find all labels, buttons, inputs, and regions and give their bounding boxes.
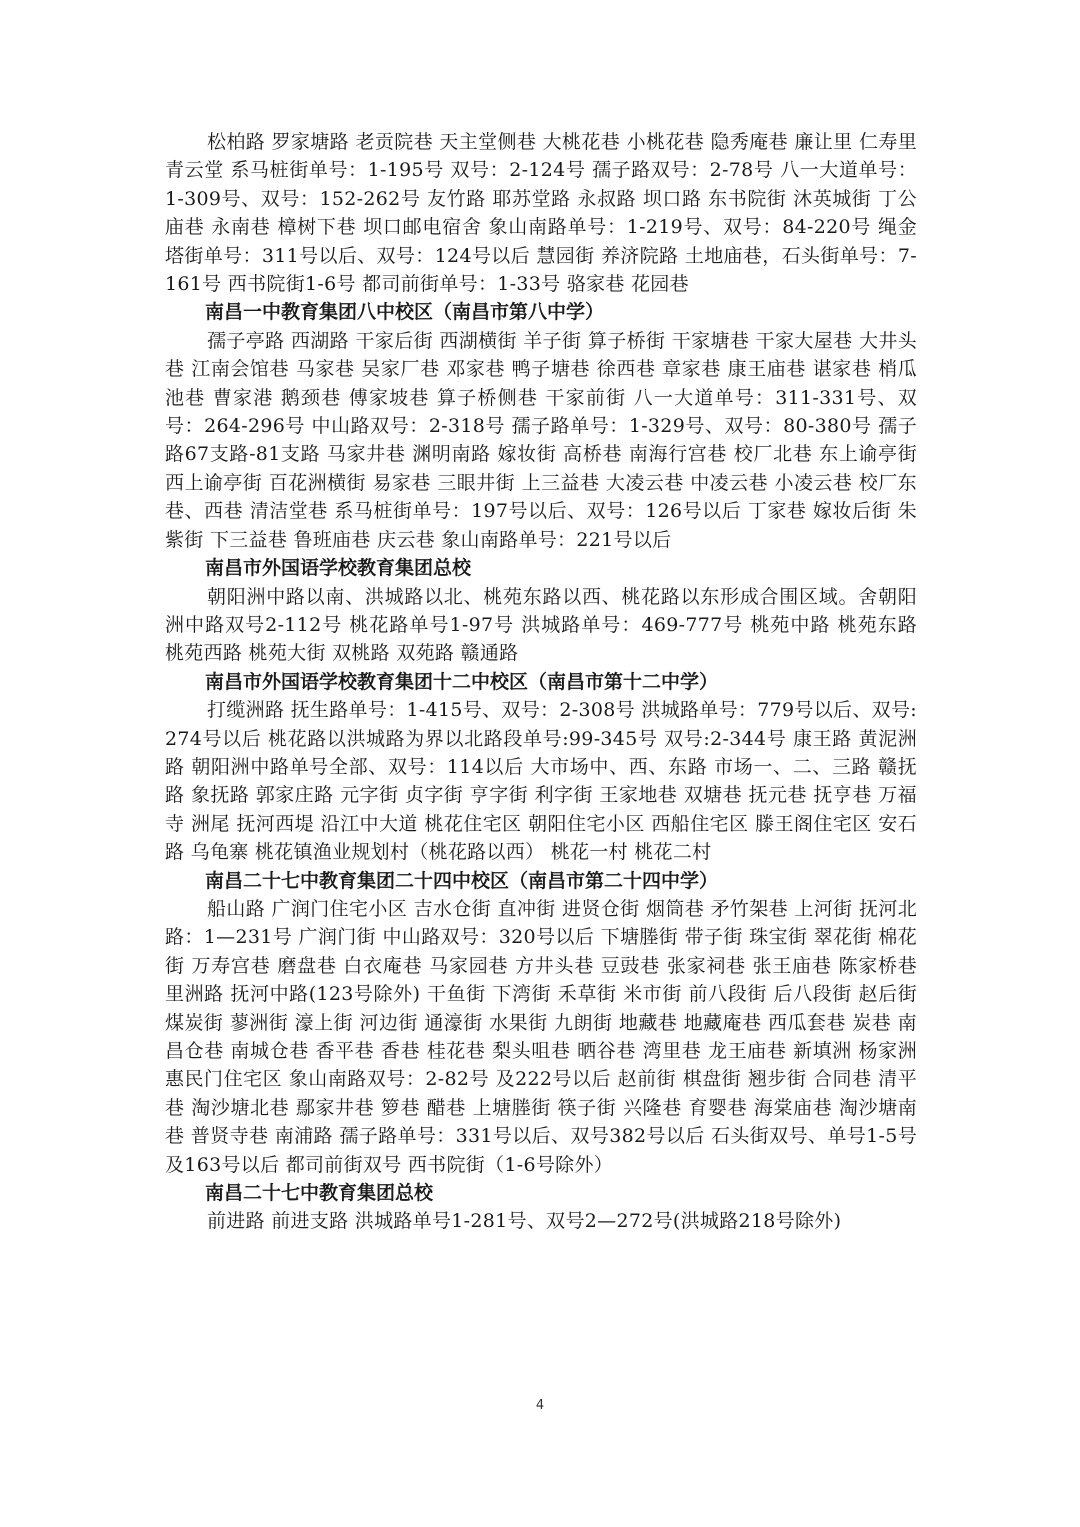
document-body (165, 128, 917, 1236)
paragraph: 朝阳洲中路以南、洪城路以北、桃苑东路以西、桃花路以东形成合围区域。舍朝阳洲中路双号2-112号 桃花路单号1-97号 洪城路单号：469-777号 桃苑中路 桃苑东路 桃苑西路 桃苑大街 双桃路 双苑路 赣通路 (165, 585, 917, 665)
paragraph: 船山路 广润门住宅小区 吉水仓街 直冲街 进贤仓街 烟筒巷 矛竹架巷 上河街 抚河北路：1—231号 广润门街 中山路双号：320号以后 下塘塍街 带子街 珠宝街 翠花街 棉花街 万寿宫巷 磨盘巷 白衣庵巷 马家园巷 方井头巷 豆豉巷 张家祠巷 张王庙巷 陈家桥巷 里洲路 抚河中路(123号除外) 干鱼街 下湾街 禾草街 米市街 前八段街 后八段街 赵后街 煤炭街 蓼洲街 濠上街 河边街 通濠街 水果街 九朗街 地藏巷 地藏庵巷 西瓜套巷 炭巷 南昌仓巷 南城仓巷 香平巷 香巷 桂花巷 梨头咀巷 晒谷巷 湾里巷 龙王庙巷 新填洲 杨家洲 惠民门住宅区 象山南路双号：2-82号 及222号以后 赵前街 棋盘街 翘步街 合同巷 清平巷 淘沙塘北巷 鄢家井巷 箩巷 醋巷 上塘塍街 筷子街 兴隆巷 育婴巷 海棠庙巷 淘沙塘南巷 普贤寺巷 南浦路 孺子路单号：331号以后、双号382号以后 石头街双号、单号1-5号及163号以后 都司前街双号 西书院街（1-6号除外） (165, 897, 917, 1176)
section-heading: 南昌市外国语学校教育集团总校 (205, 557, 472, 580)
section-heading: 南昌市外国语学校教育集团十二中校区（南昌市第十二中学） (205, 670, 719, 693)
section-heading: 南昌二十七中教育集团二十四中校区（南昌市第二十四中学） (205, 869, 719, 892)
paragraph: 打缆洲路 抚生路单号：1-415号、双号：2-308号 洪城路单号：779号以后、双号:274号以后 桃花路以洪城路为界以北路段单号:99-345号 双号:2-344号 康王路 黄泥洲路 朝阳洲中路单号全部、双号：114以后 大市场中、西、东路 市场一、二、三路 赣抚路 象抚路 郭家庄路 元字街 贞字街 亨字街 利字街 王家地巷 双塘巷 抚元巷 抚亨巷 万福寺 洲尾 抚河西堤 沿江中大道 桃花住宅区 朝阳住宅小区 西船住宅区 滕王阁住宅区 安石路 乌龟寨 桃花镇渔业规划村（桃花路以西） 桃花一村 桃花二村 (165, 699, 917, 864)
paragraph: 前进路 前进支路 洪城路单号1-281号、双号2—272号(洪城路218号除外) (207, 1210, 842, 1233)
section-heading: 南昌二十七中教育集团总校 (205, 1182, 434, 1205)
paragraph: 松柏路 罗家塘路 老贡院巷 天主堂侧巷 大桃花巷 小桃花巷 隐秀庵巷 廉让里 仁寿里 青云堂 系马桩街单号：1-195号 双号：2-124号 孺子路双号：2-78号 八一大道单号：1-309号、双号：152-262号 友竹路 耶苏堂路 永叔路 坝口路 东书院街 沐英城街 丁公庙巷 永南巷 樟树下巷 坝口邮电宿舍 象山南路单号：1-219号、双号：84-220号 绳金塔街单号：311号以后、双号：124号以后 慧园街 养济院路 土地庙巷，石头街单号：7-161号 西书院街1-6号 都司前街单号：1-33号 骆家巷 花园巷 (165, 131, 917, 296)
section-heading: 南昌一中教育集团八中校区（南昌市第八中学） (205, 301, 605, 324)
page-number: 4 (535, 1398, 545, 1413)
paragraph: 孺子亭路 西湖路 干家后街 西湖横街 羊子街 算子桥街 干家塘巷 干家大屋巷 大井头巷 江南会馆巷 马家巷 吴家厂巷 邓家巷 鸭子塘巷 徐西巷 章家巷 康王庙巷 谌家巷 梢瓜池巷 曹家港 鹅颈巷 傅家坡巷 算子桥侧巷 干家前街 八一大道单号：311-331号、双号：264-296号 中山路双号：2-318号 孺子路单号：1-329号、双号：80-380号 孺子路67支路-81支路 马家井巷 渊明南路 嫁妆街 高桥巷 南海行宫巷 校厂北巷 东上谕亭街 西上谕亭街 百花洲横街 易家巷 三眼井街 上三益巷 大凌云巷 中凌云巷 小凌云巷 校厂东巷、西巷 清洁堂巷 系马桩街单号：197号以后、双号：126号以后 丁家巷 嫁妆后街 朱紫街 下三益巷 鲁班庙巷 庆云巷 象山南路单号：221号以后 (165, 329, 917, 551)
